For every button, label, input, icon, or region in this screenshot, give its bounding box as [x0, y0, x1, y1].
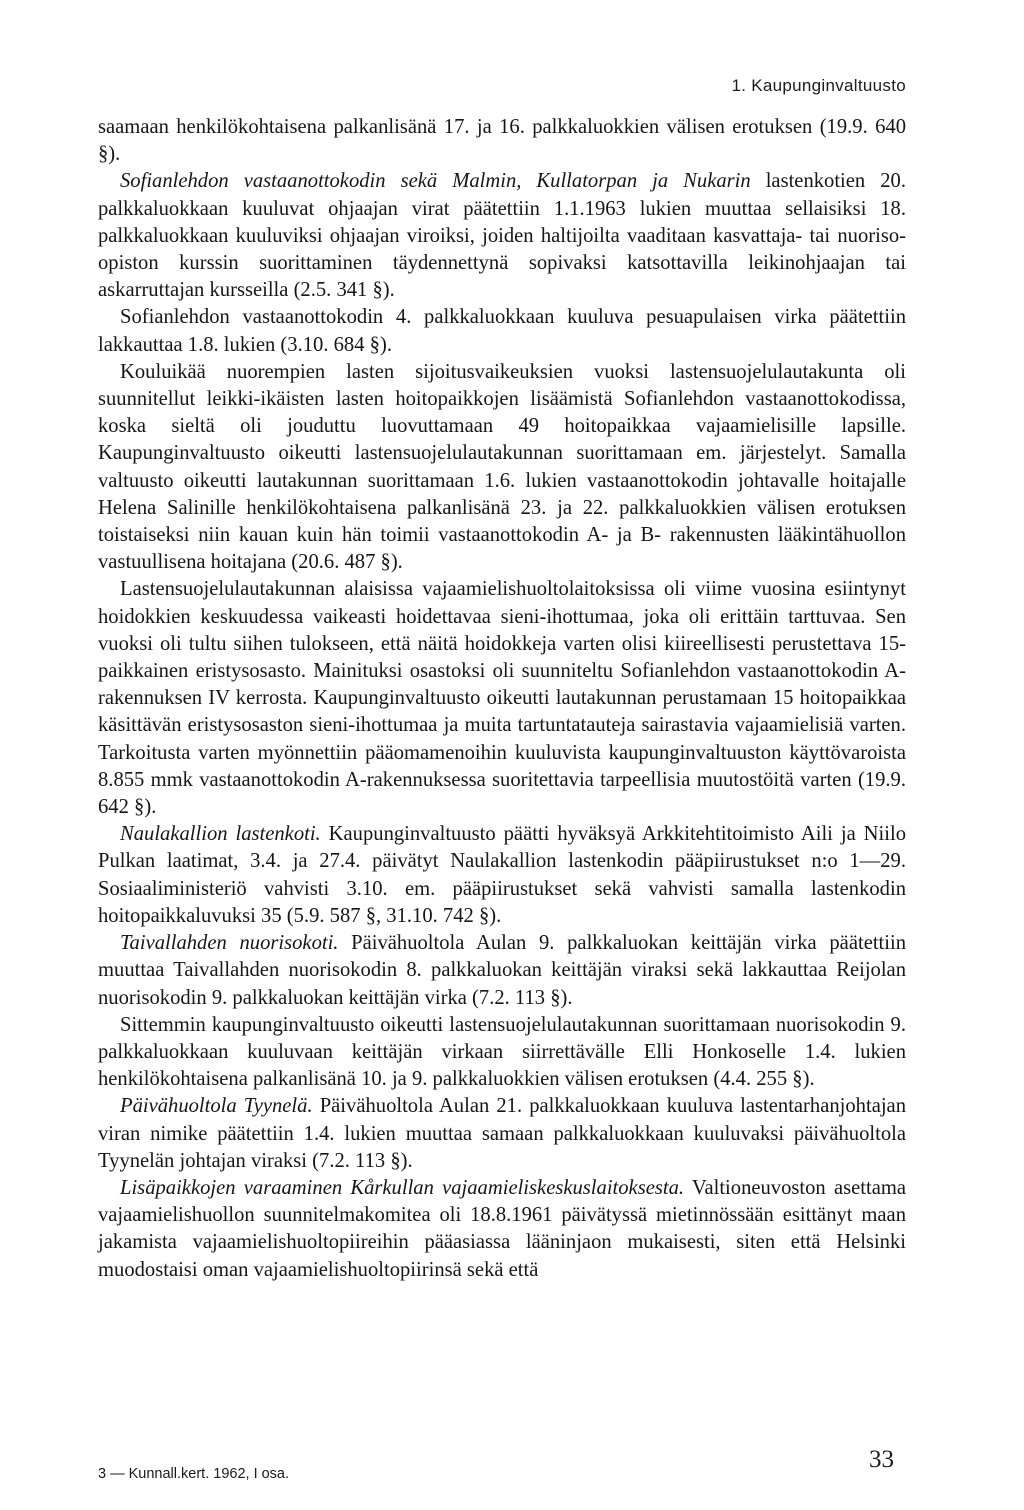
paragraph-1-text: saamaan henkilökohtaisena palkanlisänä 17. ja 16. palkkaluokkien välisen erotuksen (19.9. 640 §).	[98, 116, 906, 166]
paragraph-10-text: Valtioneuvoston asettama vajaamielishuollon suunnitelmakomitea oli 18.8.1961 päivätyssä mietinnössään esittänyt maan jakamista vajaamielishuoltopiireihin pääasiassa lääninjaon mukaisesti, siten että Helsinki muodostaisi oman vajaamielishuoltopiirinsä sekä että	[98, 1176, 906, 1281]
paragraph-6-text: Kaupunginvaltuusto päätti hyväksyä Arkkitehtitoimisto Aili ja Niilo Pulkan laatimat, 3.4. ja 27.4. päivätyt Naulakallion lastenkodin pääpiirustukset n:o 1—29. Sosiaaliministeriö vahvisti 3.10. em. pääpiirustukset sekä vahvisti samalla lastenkodin hoitopaikkaluvuksi 35 (5.9. 587 §, 31.10. 742 §).	[98, 823, 906, 927]
footer-signature: 3 — Kunnall.kert. 1962, I osa.	[98, 1466, 290, 1482]
paragraph-1	[98, 114, 906, 168]
paragraph-10	[98, 1175, 906, 1284]
paragraph-2-text: lastenkotien 20. palkkaluokkaan kuuluvat ohjaajan virat päätettiin 1.1.1963 lukien muuttaa sellaisiksi 18. palkkaluokkaan kuuluviksi ohjaajan viroiksi, joiden haltijoilta vaaditaan kasvattaja- tai nuoriso-opiston kurssin suorittaminen täydennettynä sopivaksi katsottavilla leikinohjaajan tai askarruttajan kursseilla (2.5. 341 §).	[98, 170, 906, 302]
paragraph-4-text: Kouluikää nuorempien lasten sijoitusvaikeuksien vuoksi lastensuojelulautakunta oli suunnitellut leikki-ikäisten lasten hoitopaikkojen lisäämistä Sofianlehdon vastaanottokodissa, koska sieltä oli jouduttu luovuttamaan 49 hoitopaikkaa vajaamielisille lapsille. Kaupunginvaltuusto oikeutti lastensuojelulautakunnan suorittamaan em. järjestelyt. Samalla valtuusto oikeutti lautakunnan suorittamaan 1.6. lukien vastaanottokodin johtavalle hoitajalle Helena Salinille henkilökohtaisena palkanlisänä 23. ja 22. palkkaluokkien välisen erotuksen toistaiseksi niin kauan kuin hän toimii vastaanottokodin A- ja B- rakennusten lääkintähuollon vastuullisena hoitajana (20.6. 487 §).	[98, 360, 906, 574]
paragraph-6	[98, 821, 906, 930]
paragraph-4	[98, 359, 906, 577]
page-number: 33	[869, 1446, 894, 1473]
paragraph-3	[98, 304, 906, 358]
paragraph-7	[98, 930, 906, 1012]
paragraph-9-heading: Päivähuoltola Tyynelä.	[120, 1095, 313, 1118]
body-text	[98, 114, 906, 1284]
paragraph-7-heading: Taivallahden nuorisokoti.	[120, 932, 339, 955]
paragraph-8	[98, 1012, 906, 1094]
paragraph-2-heading: Sofianlehdon vastaanottokodin sekä Malmin, Kullatorpan ja Nukarin	[120, 170, 751, 193]
paragraph-8-text: Sittemmin kaupunginvaltuusto oikeutti lastensuojelulautakunnan suorittamaan nuorisokodin 9. palkkaluokkaan kuuluvaan keittäjän virkaan siirrettävälle Elli Honkoselle 1.4. lukien henkilökohtaisena palkanlisänä 10. ja 9. palkkaluokkien välisen erotuksen (4.4. 255 §).	[98, 1013, 906, 1091]
paragraph-2	[98, 168, 906, 304]
paragraph-6-heading: Naulakallion lastenkoti.	[120, 823, 321, 846]
paragraph-10-heading: Lisäpaikkojen varaaminen Kårkullan vajaamieliskeskuslaitoksesta.	[120, 1176, 685, 1199]
paragraph-5	[98, 576, 906, 821]
paragraph-3-text: Sofianlehdon vastaanottokodin 4. palkkaluokkaan kuuluva pesuapulaisen virka päätettiin lakkauttaa 1.8. lukien (3.10. 684 §).	[98, 306, 906, 356]
paragraph-7-text: Päivähuoltola Aulan 9. palkkaluokan keittäjän virka päätettiin muuttaa Taivallahden nuorisokodin 8. palkkaluokan keittäjän viraksi sekä lakkauttaa Reijolan nuorisokodin 9. palkkaluokan keittäjän virka (7.2. 113 §).	[98, 932, 907, 1009]
paragraph-5-text: Lastensuojelulautakunnan alaisissa vajaamielishuoltolaitoksissa oli viime vuosina esiintynyt hoidokkien keskuudessa vaikeasti hoidettavaa sieni-ihottumaa, joka oli erittäin tarttuvaa. Sen vuoksi oli tultu siihen tulokseen, että näitä hoidokkeja varten olisi kiireellisesti perustettava 15-paikkainen eristysosasto. Mainituksi osastoksi oli suunniteltu Sofianlehdon vastaanottokodin A-rakennuksen IV kerrosta. Kaupunginvaltuusto oikeutti lautakunnan perustamaan 15 hoitopaikkaa käsittävän eristysosaston sieni-ihottumaa ja muita tartuntatauteja sairastavia vajaamielisiä varten. Tarkoitusta varten myönnettiin pääomamenoihin kuuluvista kaupunginvaltuuston käyttövaroista 8.855 mmk vastaanottokodin A-rakennuksessa suoritettavia tarpeellisia muutostöitä varten (19.9. 642 §).	[98, 578, 906, 819]
running-head: 1. Kaupunginvaltuusto	[731, 76, 906, 95]
paragraph-9	[98, 1093, 906, 1175]
paragraph-9-text: Päivähuoltola Aulan 21. palkkaluokkaan kuuluva lastentarhanjohtajan viran nimike päätettiin 1.4. lukien muuttaa samaan palkkaluokkaan kuuluvaksi päivähuoltola Tyynelän johtajan viraksi (7.2. 113 §).	[98, 1095, 906, 1172]
